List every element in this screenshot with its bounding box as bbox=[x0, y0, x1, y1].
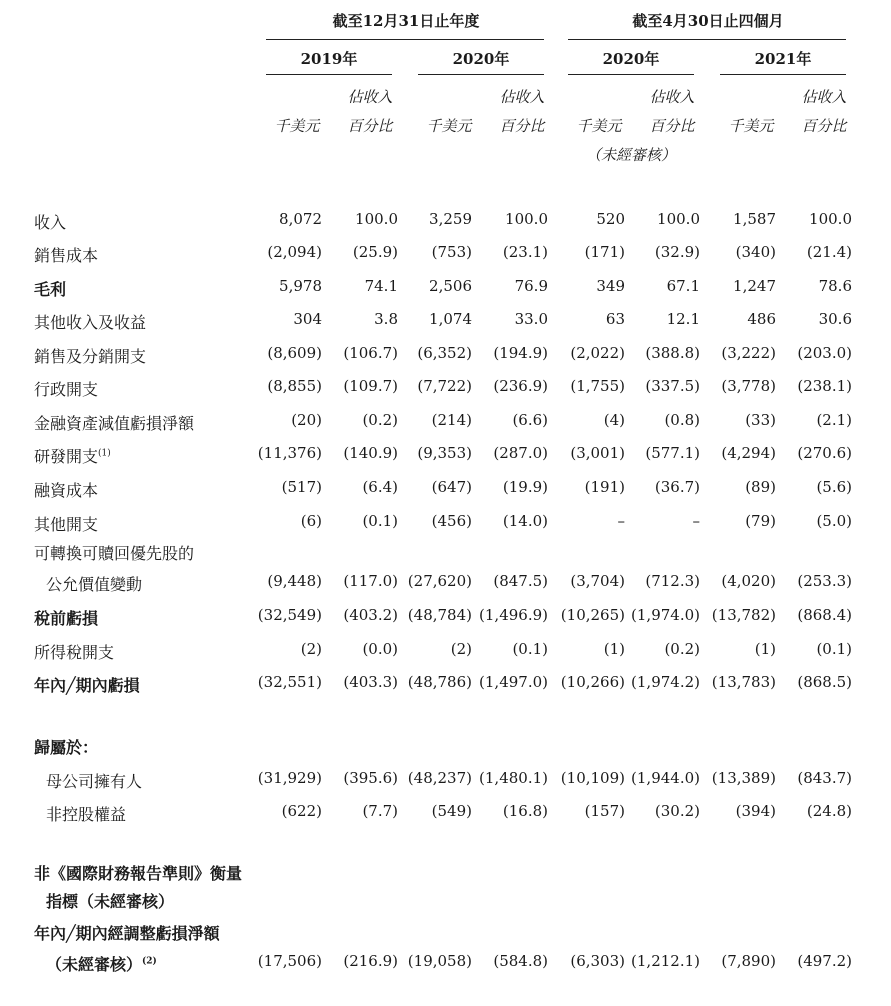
table-cell: (25.9) bbox=[352, 243, 398, 261]
table-cell: 349 bbox=[596, 277, 625, 295]
pct-header: 佔收入 bbox=[499, 88, 545, 106]
table-cell: (0.1) bbox=[362, 512, 398, 530]
table-cell: (48,784) bbox=[407, 606, 472, 624]
table-cell: (157) bbox=[584, 802, 625, 820]
table-cell: (10,266) bbox=[560, 673, 625, 691]
table-cell: (238.1) bbox=[797, 377, 852, 395]
year-header: 2020年 bbox=[602, 50, 660, 68]
row-label: 其他開支 bbox=[34, 515, 99, 534]
table-cell: (5.0) bbox=[816, 512, 852, 530]
table-cell: (1,755) bbox=[570, 377, 625, 395]
table-cell: 3.8 bbox=[374, 310, 398, 328]
row-label: 稅前虧損 bbox=[34, 609, 99, 628]
table-cell: (1,974.0) bbox=[631, 606, 700, 624]
row-label: 非《國際財務報告準則》衡量 bbox=[34, 864, 243, 883]
table-cell: (216.9) bbox=[343, 952, 398, 970]
table-cell: 100.0 bbox=[809, 210, 852, 228]
year-header: 2021年 bbox=[754, 50, 812, 68]
table-cell: (456) bbox=[431, 512, 472, 530]
pct-header: 佔收入 bbox=[347, 88, 393, 106]
table-cell: (17,506) bbox=[257, 952, 322, 970]
row-label: 歸屬於： bbox=[34, 738, 99, 757]
year-underline bbox=[418, 74, 544, 75]
row-label: 其他收入及收益 bbox=[34, 313, 147, 332]
table-cell: (753) bbox=[431, 243, 472, 261]
pct-header: 佔收入 bbox=[649, 88, 695, 106]
unit-header: 千美元 bbox=[728, 117, 774, 135]
table-cell: (140.9) bbox=[343, 444, 398, 462]
table-cell: (270.6) bbox=[797, 444, 852, 462]
table-cell: 63 bbox=[605, 310, 625, 328]
table-cell: – bbox=[692, 512, 700, 530]
header-group-year-ended: 截至12月31日止年度 bbox=[332, 12, 480, 30]
table-cell: (19.9) bbox=[502, 478, 548, 496]
table-cell: (1,944.0) bbox=[631, 769, 700, 787]
table-cell: (1,480.1) bbox=[479, 769, 548, 787]
table-cell: 100.0 bbox=[505, 210, 548, 228]
row-label: （未經審核）$^{(2)}$ bbox=[46, 955, 157, 974]
table-cell: (0.2) bbox=[362, 411, 398, 429]
table-cell: 100.0 bbox=[355, 210, 398, 228]
table-cell: (3,778) bbox=[721, 377, 776, 395]
table-cell: (48,786) bbox=[407, 673, 472, 691]
table-cell: (89) bbox=[745, 478, 776, 496]
table-cell: (30.2) bbox=[654, 802, 700, 820]
table-cell: (9,353) bbox=[417, 444, 472, 462]
table-cell: (24.8) bbox=[806, 802, 852, 820]
table-cell: (13,389) bbox=[711, 769, 776, 787]
table-cell: (337.5) bbox=[645, 377, 700, 395]
table-cell: (13,783) bbox=[711, 673, 776, 691]
table-cell: (843.7) bbox=[797, 769, 852, 787]
table-cell: 100.0 bbox=[657, 210, 700, 228]
table-cell: (403.2) bbox=[343, 606, 398, 624]
table-cell: (32.9) bbox=[654, 243, 700, 261]
table-cell: (9,448) bbox=[267, 572, 322, 590]
year-header: 2019年 bbox=[300, 50, 358, 68]
table-cell: 304 bbox=[293, 310, 322, 328]
table-cell: (388.8) bbox=[645, 344, 700, 362]
table-cell: (36.7) bbox=[654, 478, 700, 496]
year-underline bbox=[266, 74, 392, 75]
table-cell: (6,352) bbox=[417, 344, 472, 362]
table-cell: (2,022) bbox=[570, 344, 625, 362]
table-cell: (6) bbox=[300, 512, 322, 530]
table-cell: (10,265) bbox=[560, 606, 625, 624]
footnote-ref: (1) bbox=[98, 448, 111, 459]
table-cell: (23.1) bbox=[502, 243, 548, 261]
table-cell: (4,020) bbox=[721, 572, 776, 590]
table-cell: (340) bbox=[735, 243, 776, 261]
table-cell: (48,237) bbox=[407, 769, 472, 787]
row-label: 可轉換可贖回優先股的 bbox=[34, 544, 195, 563]
row-label: 金融資產減值虧損淨額 bbox=[34, 414, 195, 433]
table-cell: 74.1 bbox=[364, 277, 398, 295]
table-cell: – bbox=[617, 512, 625, 530]
table-cell: 33.0 bbox=[514, 310, 548, 328]
unit-header: 千美元 bbox=[274, 117, 320, 135]
table-cell: 486 bbox=[747, 310, 776, 328]
table-cell: (106.7) bbox=[343, 344, 398, 362]
table-cell: (868.5) bbox=[797, 673, 852, 691]
table-cell: (1,497.0) bbox=[479, 673, 548, 691]
row-label: 融資成本 bbox=[34, 481, 99, 500]
year-header: 2020年 bbox=[452, 50, 510, 68]
table-cell: (214) bbox=[431, 411, 472, 429]
table-cell: (2,094) bbox=[267, 243, 322, 261]
table-cell: (287.0) bbox=[493, 444, 548, 462]
pct-header: 百分比 bbox=[499, 117, 545, 135]
table-cell: (1,974.2) bbox=[631, 673, 700, 691]
year-underline bbox=[568, 74, 694, 75]
table-cell: (0.1) bbox=[512, 640, 548, 658]
table-cell: (4,294) bbox=[721, 444, 776, 462]
pct-header: 百分比 bbox=[347, 117, 393, 135]
table-cell: (647) bbox=[431, 478, 472, 496]
row-label: 非控股權益 bbox=[46, 805, 127, 824]
table-cell: (712.3) bbox=[645, 572, 700, 590]
table-cell: (10,109) bbox=[560, 769, 625, 787]
table-cell: (868.4) bbox=[797, 606, 852, 624]
table-cell: (32,549) bbox=[257, 606, 322, 624]
table-cell: (2) bbox=[300, 640, 322, 658]
table-cell: (203.0) bbox=[797, 344, 852, 362]
table-cell: 78.6 bbox=[818, 277, 852, 295]
table-cell: (0.0) bbox=[362, 640, 398, 658]
table-cell: 520 bbox=[596, 210, 625, 228]
table-cell: (5.6) bbox=[816, 478, 852, 496]
table-cell: (19,058) bbox=[407, 952, 472, 970]
row-label: 行政開支 bbox=[34, 380, 99, 399]
table-cell: 8,072 bbox=[279, 210, 322, 228]
table-cell: (32,551) bbox=[257, 673, 322, 691]
table-cell: (117.0) bbox=[343, 572, 398, 590]
table-cell: (33) bbox=[745, 411, 776, 429]
table-cell: (0.8) bbox=[664, 411, 700, 429]
table-cell: (79) bbox=[745, 512, 776, 530]
pct-header: 百分比 bbox=[801, 117, 847, 135]
table-cell: (1) bbox=[754, 640, 776, 658]
table-cell: (847.5) bbox=[493, 572, 548, 590]
table-cell: (3,222) bbox=[721, 344, 776, 362]
table-cell: (577.1) bbox=[645, 444, 700, 462]
table-cell: (253.3) bbox=[797, 572, 852, 590]
table-cell: (549) bbox=[431, 802, 472, 820]
table-cell: 12.1 bbox=[666, 310, 700, 328]
table-cell: (394) bbox=[735, 802, 776, 820]
table-cell: (6.6) bbox=[512, 411, 548, 429]
row-label: 毛利 bbox=[34, 280, 67, 299]
row-label: 年內╱期內虧損 bbox=[34, 676, 140, 695]
row-label: 公允價值變動 bbox=[46, 575, 143, 594]
table-cell: (7,890) bbox=[721, 952, 776, 970]
table-cell: (109.7) bbox=[343, 377, 398, 395]
table-cell: (14.0) bbox=[502, 512, 548, 530]
table-cell: (517) bbox=[281, 478, 322, 496]
table-cell: (3,001) bbox=[570, 444, 625, 462]
table-cell: (1,212.1) bbox=[631, 952, 700, 970]
row-label: 研發開支$^{(1)}$ bbox=[34, 447, 111, 466]
table-cell: (6,303) bbox=[570, 952, 625, 970]
table-cell: (8,609) bbox=[267, 344, 322, 362]
row-label: 年內╱期內經調整虧損淨額 bbox=[34, 924, 220, 943]
table-cell: (7.7) bbox=[362, 802, 398, 820]
table-cell: (236.9) bbox=[493, 377, 548, 395]
table-cell: (27,620) bbox=[407, 572, 472, 590]
table-cell: 1,074 bbox=[429, 310, 472, 328]
row-label: 指標（未經審核） bbox=[46, 892, 175, 911]
table-cell: 3,259 bbox=[429, 210, 472, 228]
table-cell: (8,855) bbox=[267, 377, 322, 395]
table-cell: (191) bbox=[584, 478, 625, 496]
row-label: 所得稅開支 bbox=[34, 643, 115, 662]
unit-header: 千美元 bbox=[426, 117, 472, 135]
table-cell: (171) bbox=[584, 243, 625, 261]
row-label: 銷售及分銷開支 bbox=[34, 347, 147, 366]
table-cell: (20) bbox=[291, 411, 322, 429]
table-cell: (0.2) bbox=[664, 640, 700, 658]
table-cell: 1,587 bbox=[733, 210, 776, 228]
table-cell: (395.6) bbox=[343, 769, 398, 787]
table-cell: (4) bbox=[603, 411, 625, 429]
table-cell: (0.1) bbox=[816, 640, 852, 658]
table-cell: (6.4) bbox=[362, 478, 398, 496]
table-cell: (3,704) bbox=[570, 572, 625, 590]
table-cell: (16.8) bbox=[502, 802, 548, 820]
table-cell: (13,782) bbox=[711, 606, 776, 624]
table-cell: 1,247 bbox=[733, 277, 776, 295]
table-cell: (2) bbox=[450, 640, 472, 658]
table-cell: (2.1) bbox=[816, 411, 852, 429]
table-cell: (1) bbox=[603, 640, 625, 658]
table-cell: 30.6 bbox=[818, 310, 852, 328]
unaudited-note: （未經審核） bbox=[585, 146, 676, 164]
header-group-underline bbox=[568, 39, 846, 40]
table-cell: (1,496.9) bbox=[479, 606, 548, 624]
pct-header: 佔收入 bbox=[801, 88, 847, 106]
footnote-ref: (2) bbox=[142, 956, 157, 967]
table-cell: (584.8) bbox=[493, 952, 548, 970]
unit-header: 千美元 bbox=[576, 117, 622, 135]
table-cell: (622) bbox=[281, 802, 322, 820]
table-cell: 76.9 bbox=[514, 277, 548, 295]
row-label: 收入 bbox=[34, 213, 67, 232]
table-cell: (11,376) bbox=[257, 444, 322, 462]
header-group-four-months: 截至4月30日止四個月 bbox=[632, 12, 784, 30]
table-cell: 2,506 bbox=[429, 277, 472, 295]
table-cell: (7,722) bbox=[417, 377, 472, 395]
table-cell: (497.2) bbox=[797, 952, 852, 970]
year-underline bbox=[720, 74, 846, 75]
table-cell: (31,929) bbox=[257, 769, 322, 787]
table-cell: 67.1 bbox=[666, 277, 700, 295]
pct-header: 百分比 bbox=[649, 117, 695, 135]
table-cell: 5,978 bbox=[279, 277, 322, 295]
header-group-underline bbox=[266, 39, 544, 40]
row-label: 銷售成本 bbox=[34, 246, 99, 265]
table-cell: (194.9) bbox=[493, 344, 548, 362]
table-cell: (403.3) bbox=[343, 673, 398, 691]
table-cell: (21.4) bbox=[806, 243, 852, 261]
row-label: 母公司擁有人 bbox=[46, 772, 143, 791]
